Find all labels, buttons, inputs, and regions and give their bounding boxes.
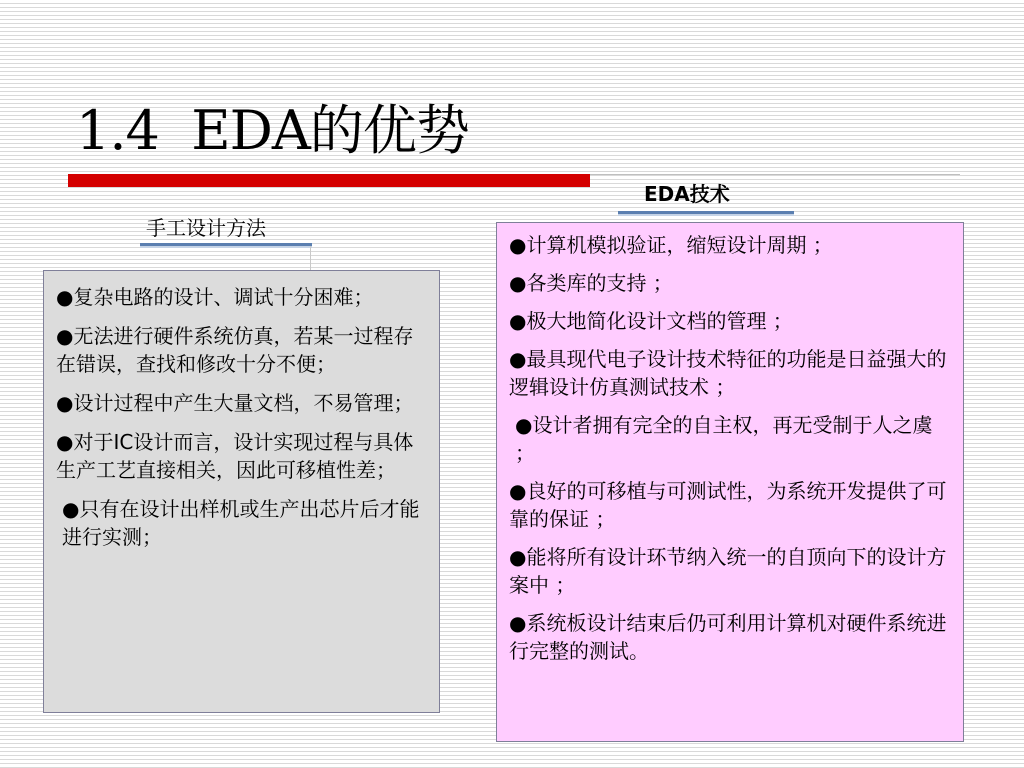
list-item-text: 设计者拥有完全的自主权，再无受制于人之虞 ； [515,413,933,465]
manual-heading-underline [140,243,312,248]
bullet-icon: ● [56,430,74,454]
list-item-text: 计算机模拟验证，缩短设计周期 ； [526,233,833,257]
list-item [56,495,425,551]
eda-heading [644,180,730,208]
manual-method-box [43,270,440,713]
eda-heading-text: EDA技术 [644,182,730,206]
list-item-text: 只有在设计出样机或生产出芯片后才能进行实测； [62,497,420,549]
list-item [56,322,425,378]
list-item [509,269,951,297]
eda-technology-box [496,222,964,742]
slide-title: 1.4 EDA的优势 [76,99,469,162]
list-item-text: 无法进行硬件系统仿真，若某一过程存在错误，查找和修改十分不便； [56,324,414,376]
list-item-text: 极大地简化设计文档的管理 ； [526,309,793,333]
list-item-text: 能将所有设计环节纳入统一的自顶向下的设计方案中 ； [509,545,947,597]
list-item [509,411,951,467]
bullet-icon: ● [56,391,74,415]
bullet-icon: ● [56,324,74,348]
list-item-text: 对于IC设计而言，设计实现过程与具体生产工艺直接相关，因此可移植性差； [56,430,414,482]
list-item [509,477,951,533]
list-item [509,231,951,259]
manual-heading: 手工设计方法 [146,216,266,240]
eda-heading-underline [618,211,794,216]
list-item-text: 设计过程中产生大量文档，不易管理； [73,391,414,415]
bullet-icon: ● [515,413,533,437]
list-item-text: 复杂电路的设计、调试十分困难； [73,285,374,309]
bullet-icon: ● [509,479,527,503]
bullet-icon: ● [509,545,527,569]
list-item-text: 最具现代电子设计技术特征的功能是日益强大的逻辑设计仿真测试技术 ； [509,347,947,399]
bullet-icon: ● [509,347,527,371]
list-item [509,543,951,599]
title-accent-bar [68,174,590,187]
bullet-icon: ● [509,309,527,333]
list-item [509,609,951,665]
list-item [56,283,425,311]
list-item [509,345,951,401]
list-item [56,428,425,484]
list-item-text: 各类库的支持 ； [526,271,673,295]
bullet-icon: ● [56,285,74,309]
list-item-text: 良好的可移植与可测试性，为系统开发提供了可靠的保证 ； [509,479,947,531]
list-item [509,307,951,335]
list-item-text: 系统板设计结束后仍可利用计算机对硬件系统进行完整的测试。 [509,611,947,663]
bullet-icon: ● [509,611,527,635]
connector-line [310,246,311,270]
title-divider-line [590,174,960,175]
bullet-icon: ● [62,497,80,521]
bullet-icon: ● [509,233,527,257]
list-item [56,389,425,417]
bullet-icon: ● [509,271,527,295]
